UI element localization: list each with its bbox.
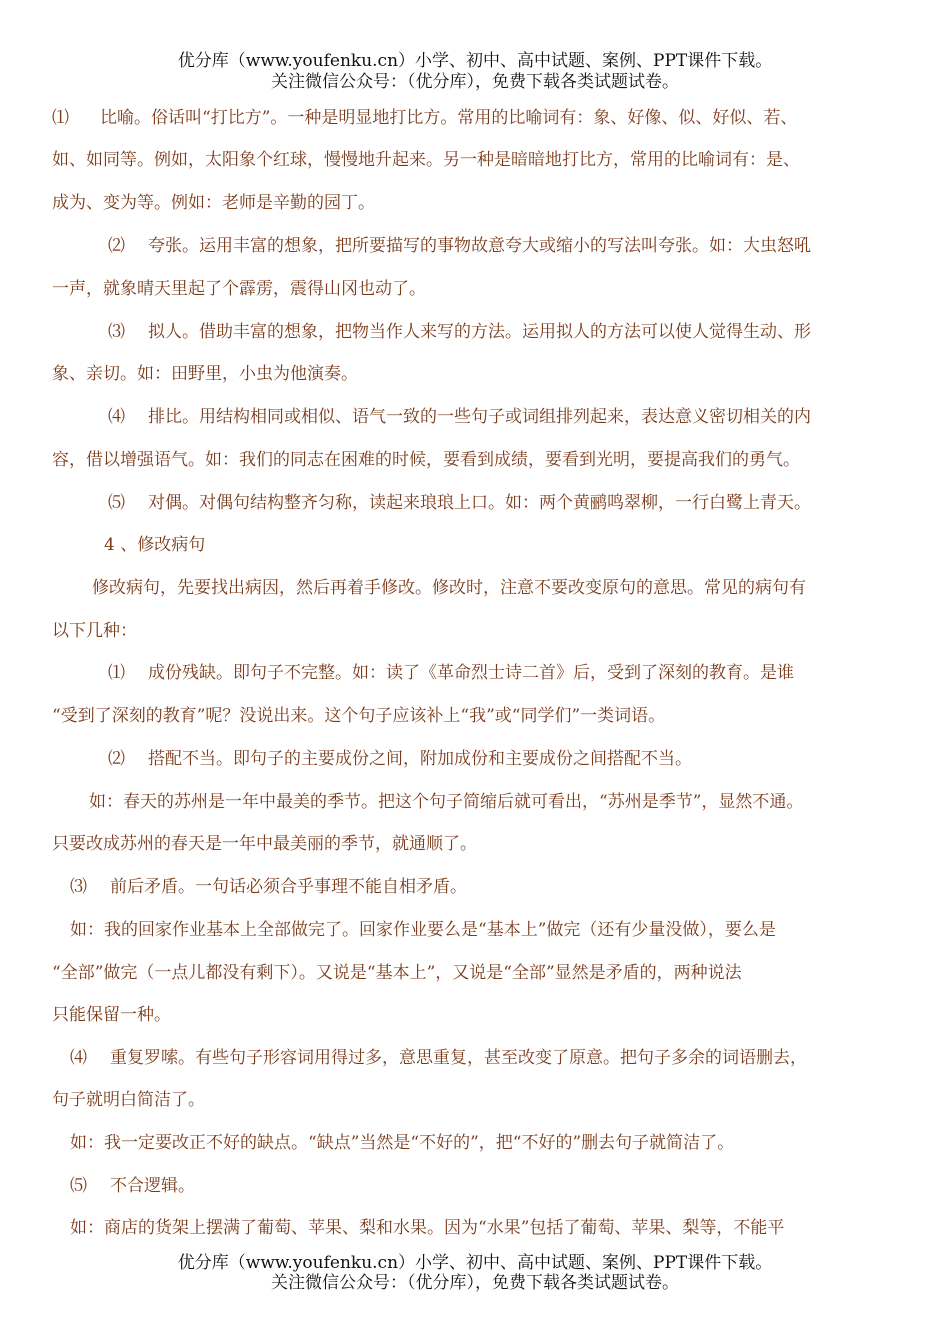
text-line: 只能保留一种。 [52,1005,171,1025]
text-line: 拟人。借助丰富的想象，把物当作人来写的方法。运用拟人的方法可以使人觉得生动、形 [148,322,811,342]
text-line: 如：商店的货架上摆满了葡萄、苹果、梨和水果。因为“水果”包括了葡萄、苹果、梨等，不能平 [70,1218,785,1238]
list-marker: ⑴ [52,108,69,128]
text-line: 容，借以增强语气。如：我们的同志在困难的时候，要看到成绩，要看到光明，要提高我们的勇气。 [52,450,800,470]
text-line: 修改病句，先要找出病因，然后再着手修改。修改时，注意不要改变原句的意思。常见的病句有 [92,578,806,598]
text-line: 搭配不当。即句子的主要成份之间，附加成份和主要成份之间搭配不当。 [148,749,692,769]
text-line: 比喻。俗话叫“打比方”。一种是明显地打比方。常用的比喻词有：象、好像、似、好似、若、 [100,108,798,128]
text-line: “全部”做完（一点儿都没有剩下）。又说是“基本上”，又说是“全部”显然是矛盾的，两种说法 [52,963,742,983]
para-redundancy [70,1046,950,1070]
header-line-1: 优分库（www.youfenku.cn）小学、初中、高中试题、案例、PPT课件下载。 [177,51,773,71]
para-antithesis [108,491,950,515]
footer-line-2: 关注微信公众号：（优分库），免费下载各类试题试卷。 [271,1273,679,1293]
text-line: 只要改成苏州的春天是一年中最美丽的季节，就通顺了。 [52,834,477,854]
list-marker: ⑸ [70,1176,87,1196]
header-line-2: 关注微信公众号：（优分库），免费下载各类试题试卷。 [271,72,679,92]
footer-line-1: 优分库（www.youfenku.cn）小学、初中、高中试题、案例、PPT课件下载。 [177,1253,773,1273]
text-line: 成为、变为等。例如：老师是辛勤的园丁。 [52,193,375,213]
para-personification [108,320,950,344]
list-marker: ⑷ [70,1048,87,1068]
text-line: 一声，就象晴天里起了个霹雳，震得山冈也动了。 [52,279,426,299]
text-line: 如：我的回家作业基本上全部做完了。回家作业要么是“基本上”做完（还有少量没做），要么是 [70,920,776,940]
text-line: 如：我一定要改正不好的缺点。“缺点”当然是“不好的”，把“不好的”删去句子就简洁了。 [70,1133,735,1153]
para-hyperbole [108,234,950,258]
text-line: 如：春天的苏州是一年中最美的季节。把这个句子简缩后就可看出，“苏州是季节”，显然不通。 [89,792,804,812]
text-line: 以下几种： [52,621,137,641]
text-line: 夸张。运用丰富的想象，把所要描写的事物故意夸大或缩小的写法叫夸张。如：大虫怒吼 [148,236,811,256]
para-simile [52,106,942,130]
para-parallelism [108,405,950,429]
list-marker: ⑶ [108,322,125,342]
para-incomplete [108,661,950,685]
list-marker: ⑷ [108,407,125,427]
para-contradiction [70,875,950,899]
list-marker: ⑵ [108,749,125,769]
para-illogical [70,1174,950,1198]
text-line: 象、亲切。如：田野里，小虫为他演奏。 [52,364,358,384]
text-line: 对偶。对偶句结构整齐匀称，读起来琅琅上口。如：两个黄鹂鸣翠柳，一行白鹭上青天。 [148,493,811,513]
para-mismatch [108,747,950,771]
text-line: 重复罗嗦。有些句子形容词用得过多，意思重复，甚至改变了原意。把句子多余的词语删去， [110,1048,807,1068]
text-line: 成份残缺。即句子不完整。如：读了《革命烈士诗二首》后，受到了深刻的教育。是谁 [148,663,794,683]
text-line: 不合逻辑。 [110,1176,195,1196]
text-line: 排比。用结构相同或相似、语气一致的一些句子或词组排列起来，表达意义密切相关的内 [148,407,811,427]
list-marker: ⑸ [108,493,125,513]
text-line: “受到了深刻的教育”呢？没说出来。这个句子应该补上“我”或“同学们”一类词语。 [52,706,666,726]
list-marker: ⑵ [108,236,125,256]
list-marker: ⑴ [108,663,125,683]
text-line: 句子就明白简洁了。 [52,1090,205,1110]
text-line: 前后矛盾。一句话必须合乎事理不能自相矛盾。 [110,877,467,897]
text-line: 如、如同等。例如，太阳象个红球，慢慢地升起来。另一种是暗暗地打比方，常用的比喻词有：是、 [52,150,800,170]
section-heading: 4 、修改病句 [104,535,206,555]
list-marker: ⑶ [70,877,87,897]
